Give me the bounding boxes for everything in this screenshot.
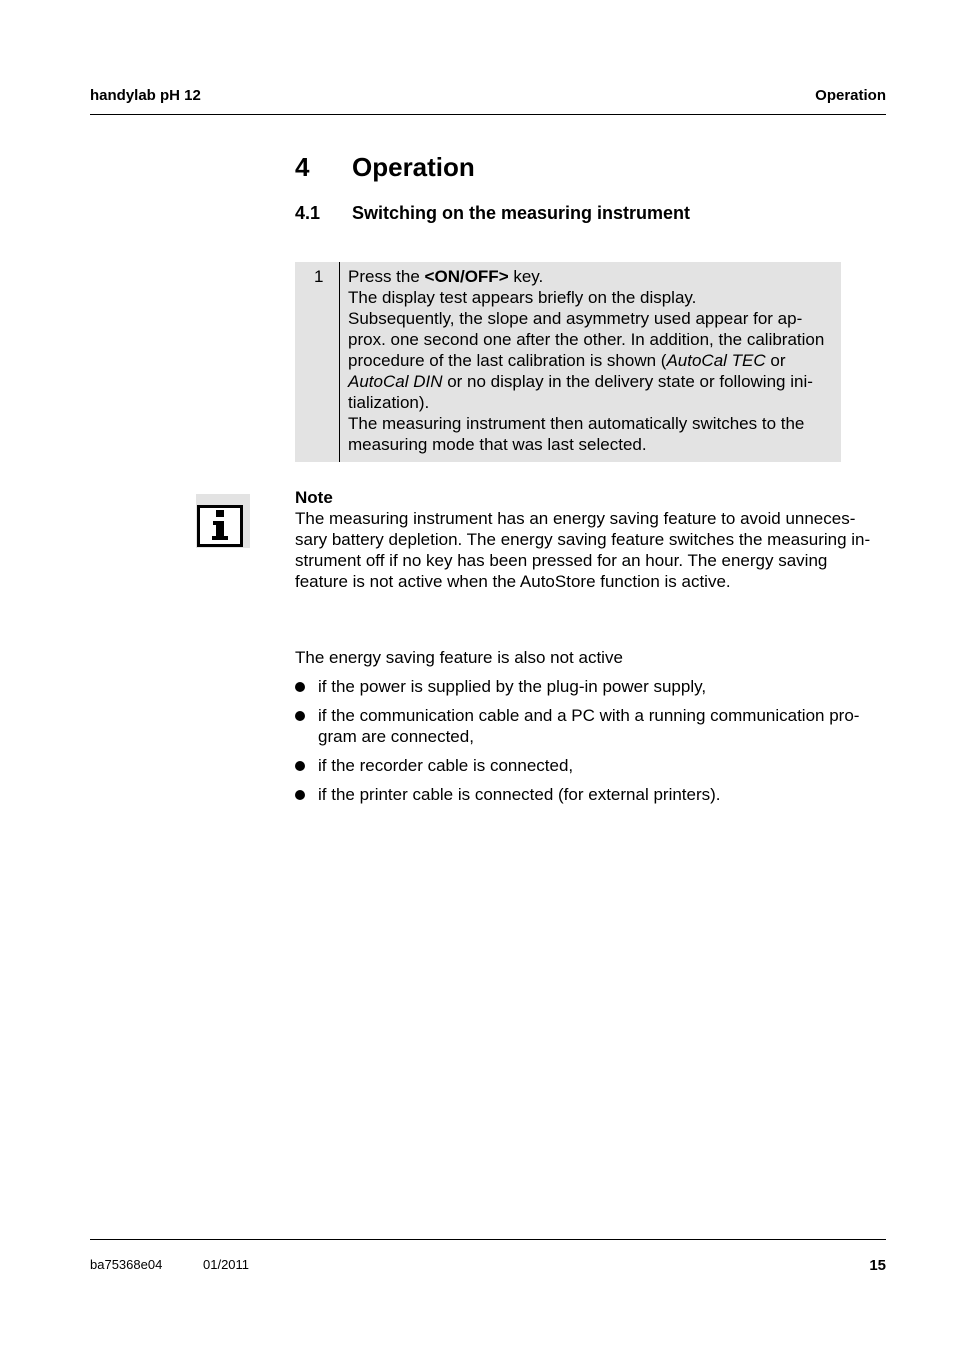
section-title: Switching on the measuring instrument: [352, 203, 691, 223]
list-item-line: if the printer cable is connected (for external printers).: [318, 785, 721, 804]
header-rule: [90, 114, 886, 115]
bullet-dot: [295, 761, 305, 771]
step-text-part: or: [765, 351, 786, 370]
step-text-part: or no display in the delivery state or following ini-: [442, 372, 813, 391]
note-body: [295, 508, 895, 592]
list-item: [318, 784, 888, 805]
list-item-line: if the power is supplied by the plug-in power supply,: [318, 677, 707, 696]
list-item-line: if the recorder cable is connected,: [318, 756, 574, 775]
step-line: [348, 371, 834, 392]
list-item: [318, 705, 888, 747]
step-text-part: key.: [508, 267, 544, 286]
note-line: The measuring instrument has an energy saving feature to avoid unneces-: [295, 509, 856, 528]
chapter-title: Operation: [352, 152, 475, 182]
intro-paragraph: The energy saving feature is also not active: [295, 648, 623, 667]
autocal-tec-term: AutoCal TEC: [666, 351, 766, 370]
header-section-name: Operation: [815, 87, 886, 104]
header-product-name: handylab pH 12: [90, 87, 201, 104]
onoff-key-label: <ON/OFF>: [424, 267, 509, 286]
bullet-dot: [295, 682, 305, 692]
info-icon: [196, 494, 250, 548]
list-item-line: gram are connected,: [318, 727, 474, 746]
note-line: strument off if no key has been pressed for an hour. The energy saving: [295, 551, 828, 570]
bullet-dot: [295, 711, 305, 721]
step-line: [348, 350, 834, 371]
step-line: Subsequently, the slope and asymmetry used appear for ap-: [348, 309, 803, 328]
list-item-line: if the communication cable and a PC with a running communication pro-: [318, 706, 860, 725]
step-number: 1: [314, 267, 324, 286]
section-number: 4.1: [295, 203, 321, 223]
footer-doc-id: ba75368e04: [90, 1257, 163, 1272]
step-line: The display test appears briefly on the display.: [348, 288, 697, 307]
footer-date: 01/2011: [203, 1257, 250, 1272]
autocal-din-term: AutoCal DIN: [348, 372, 443, 391]
list-item: [318, 755, 888, 776]
chapter-number: 4: [295, 152, 310, 182]
step-line: prox. one second one after the other. In addition, the calibration: [348, 330, 825, 349]
bullet-dot: [295, 790, 305, 800]
list-item: [318, 676, 888, 697]
page-number: 15: [869, 1257, 886, 1274]
step-text-part: Press the: [348, 267, 425, 286]
step-text-part: procedure of the last calibration is shown (: [348, 351, 667, 370]
note-line: feature is not active when the AutoStore function is active.: [295, 572, 731, 591]
step-description: [348, 266, 834, 455]
step-line: [348, 266, 834, 287]
note-line: sary battery depletion. The energy saving feature switches the measuring in-: [295, 530, 871, 549]
step-line: measuring mode that was last selected.: [348, 435, 647, 454]
note-title: Note: [295, 488, 333, 507]
step-line: The measuring instrument then automatically switches to the: [348, 414, 805, 433]
step-divider: [339, 262, 340, 462]
footer-rule: [90, 1239, 886, 1240]
step-line: tialization).: [348, 393, 430, 412]
